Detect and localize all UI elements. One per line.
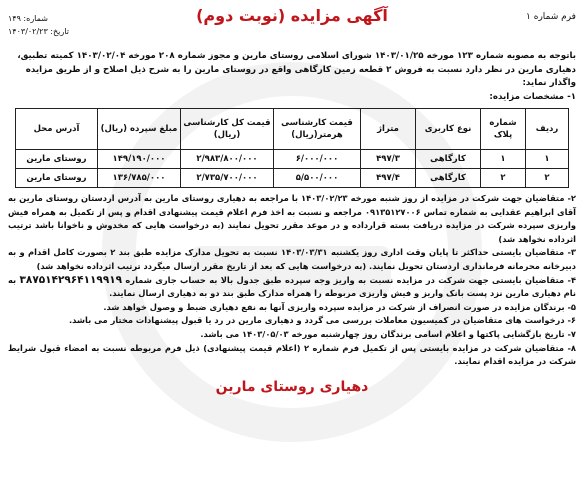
header-deposit: مبلغ سپرده (ریال) (98, 109, 181, 150)
term-5: ۵- برندگان مزایده در صورت انصراف از شرکت در مزایده سپرده واریزی آنها به نفع دهیاری ضبط و وصول خواهد شد. (103, 301, 576, 312)
cell-deposit: ۱۳۶/۷۸۵/۰۰۰ (98, 169, 181, 188)
cell-area: ۴۹۷/۳ (361, 150, 416, 169)
watermark-emblem (102, 62, 482, 442)
header (8, 6, 576, 50)
intro-paragraph: باتوجه به مصوبه شماره ۱۲۳ مورخه ۱۴۰۳/۰۱/۲۵ شورای اسلامی روستای مارین و مجوز شماره ۲۰۸ مورخه ۱۴۰۳/۰۲/۰۴ کمیته تطبیق، دهیاری مارین در نظر دارد نسبت به فروش ۲ قطعه زمین کارگاهی واقع در روستای مارین را به شرح ذیل اصلاح و از طریق مزایده واگذار نماید: (17, 51, 576, 88)
cell-unit-price: ۶/۰۰۰/۰۰۰ (274, 150, 361, 169)
reference-number: شماره: ۱۴۹ (8, 14, 48, 23)
cell-plate-number: ۲ (481, 169, 526, 188)
cell-usage-type: کارگاهی (416, 150, 481, 169)
term-4-tail: به نام دهیاری مارین نزد پست بانک واریز و فیش واریزی مربوطه را همراه مدارک طبق بند دو به دهیاری ارسال نمایند. (8, 274, 576, 299)
cell-total-price: ۲/۷۳۵/۷۰۰/۰۰۰ (181, 169, 274, 188)
term-8: ۸- متقاضیان شرکت در مزایده بایستی پس از تکمیل فرم شماره ۲ (اعلام قیمت پیشنهادی) ذیل فرم مربوطه نسبت به امضاء قبول شرایط شرکت در مزایده اقدام نمایند. (8, 342, 576, 367)
cell-row-number: ۲ (526, 169, 569, 188)
cell-plate-number: ۱ (481, 150, 526, 169)
notice-title: آگهی مزایده (نوبت دوم) (196, 6, 388, 25)
term-6: ۶- درخواست های متقاضیان در کمیسیون معاملات بررسی می گردد و دهیاری مارین در رد یا قبول پیشنهادات مختار می باشد. (68, 315, 576, 326)
header-usage-type: نوع کاربری (416, 109, 481, 150)
cell-row-number: ۱ (526, 150, 569, 169)
header-total-price: قیمت کل کارشناسی (ریال) (181, 109, 274, 150)
reference-meta (8, 12, 69, 38)
cell-total-price: ۲/۹۸۳/۸۰۰/۰۰۰ (181, 150, 274, 169)
term-2: ۲- متقاضیان جهت شرکت در مزایده از روز شنبه مورخه ۱۴۰۳/۰۲/۲۳ با مراجعه به دهیاری روستای مارین به آدرس اردستان روستای مارین به آقای ابراهیم عقدایی به شماره تماس ۰۹۱۳۵۱۲۷۰۰۶ مراجعه و نسبت به اخذ فرم اعلام قیمت پیشنهادی اقدام و پس از تکمیل به همراه فیش واریزی سپرده شرکت در مزایده دریافت بسته قرارداده و در موعد مقرر تحویل نمایند (به درخواست هایی که مخدوش و ناخوانا باشد ترتیب اثرداده نخواهد شد) (8, 193, 577, 244)
cell-address: روستای مارین (16, 150, 98, 169)
header-area: متراژ (361, 109, 416, 150)
cell-deposit: ۱۴۹/۱۹۰/۰۰۰ (98, 150, 181, 169)
header-address: آدرس محل (16, 109, 98, 150)
section-specs-heading: ۱- مشخصات مزایده: (489, 91, 576, 102)
cell-usage-type: کارگاهی (416, 169, 481, 188)
cell-unit-price: ۵/۵۰۰/۰۰۰ (274, 169, 361, 188)
header-row-number: ردیف (526, 109, 569, 150)
header-unit-price: قیمت کارشناسی هرمتر(ریال) (274, 109, 361, 150)
form-number: فرم شماره ۱ (526, 12, 576, 22)
cell-area: ۴۹۷/۴ (361, 169, 416, 188)
issuer-signature: دهیاری روستای مارین (215, 378, 369, 395)
term-3: ۳- متقاضیان بایستی حداکثر تا پایان وقت اداری روز یکشنبه ۱۴۰۳/۰۳/۳۱ نسبت به تحویل مدارک مزایده طبق بند ۲ بصورت کامل اقدام و به دبیرخانه محرمانه فرمانداری اردستان تحویل نمایند. (به درخواست هایی که بعد از تاریخ مقرر ارسال میگردد ترتیب اثرداده نخواهد شد) (8, 247, 576, 271)
term-4-lead: ۴- متقاضیان بایستی جهت شرکت در مزایده نسبت به واریز وجه سپرده طبق جدول بالا به حساب جاری شماره (125, 274, 577, 285)
cell-address: روستای مارین (16, 169, 98, 188)
term-7: ۷- تاریخ بازگشایی پاکتها و اعلام اسامی برندگان روز چهارشنبه مورخه ۱۴۰۳/۰۵/۰۳ می باشد. (200, 328, 576, 339)
account-number: ۳۸۷۵۱۴۲۹۶۴۱۱۹۹۱۹ (19, 273, 123, 286)
header-plate-number: شماره پلاک (481, 109, 526, 150)
reference-date: تاریخ: ۱۴۰۳/۰۲/۲۳ (8, 27, 69, 36)
